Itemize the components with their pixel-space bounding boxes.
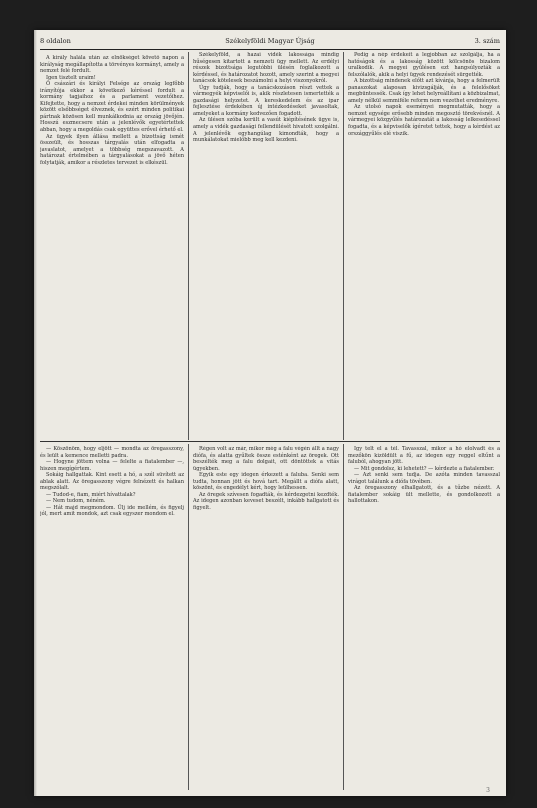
paragraph: Az ügyek ilyen állása mellett a bizottság ismét összeült, és hosszas tárgyalás után elfogadta a javaslatot, amelyet a többség megszavazott. A határozat értelmében a tárgyalásokat a jövő héten folytatják, amikor a részletes tervezet is elkészül. [40,133,184,166]
column-divider [188,444,189,790]
paragraph: Így telt el a tél. Tavasszal, mikor a hó elolvadt és a mezőkön kizöldült a fű, az idegen egy reggel eltűnt a faluból, ahogyan jött. [348,446,500,466]
column-divider [343,52,344,440]
paragraph: Székelyföld, a hazai vidék lakossága mindig hűségesen kitartott a nemzeti ügy mellett. Az erdélyi részek bizottsága legutóbbi ülésén foglalkozott a kérdéssel, és határozatot hozott, amely szerint a megyei tanácsok kötelesek beszámolni a helyi viszonyokról. [193,52,339,85]
top-column-3 [348,52,500,439]
paragraph: Az ülésen szóba került a vasút kiépítésének ügye is, amely a vidék gazdasági fellendülését hivatott szolgálni. A jelenlévők egyhangúlag kimondták, hogy a munkálatokat mielőbb meg kell kezdeni. [193,117,339,144]
paragraph: Ő császári és királyi Felsége az ország legfőbb irányítója ekkor a következő kéréssel fordult a kormány tagjaihoz és a parlament vezetőihez. Kifejtette, hogy a nemzet érdekei minden körülmények között elsőbbséget élveznek, és ezért minden politikai pártnak közösen kell munkálkodnia az ország jövőjén. Hosszú eszmecsere után a jelenlévők egyetértettek abban, hogy a megoldás csak együttes erővel érhető el. [40,81,184,134]
column-divider [188,52,189,440]
binding-shadow [34,30,37,796]
paragraph: Úgy tudják, hogy a tanácskozáson részt vettek a vármegyék képviselői is, akik részletesen ismertették a gazdasági helyzetet. A kereskedelem és az ipar fejlesztése érdekében új intézkedéseket javasoltak, amelyeket a kormány kedvezően fogadott. [193,84,339,117]
paragraph: Az öregek szívesen fogadták, és kérdezgetni kezdték. Az idegen azonban keveset beszélt, inkább hallgatott és figyelt. [193,491,339,511]
paragraph: — Nem tudom, néném. [46,498,106,505]
bottom-column-1 [40,446,184,788]
paragraph: Igen tisztelt uraim! [46,74,96,81]
page-number: 3 [486,787,490,794]
paragraph: — Köszönöm, hogy eljött — mondta az öregasszony, és leült a kemence melletti padra. [40,446,184,459]
top-column-1 [40,55,184,439]
paragraph: — Hát majd megmondom. Ülj ide mellém, és figyelj jól, mert amit mondok, azt csak egyszer mondom el. [40,504,184,518]
header-issue: 3. szám [474,37,500,45]
bottom-column-3 [348,446,500,788]
header-masthead: Székelyföldi Magyar Újság [225,37,315,45]
paragraph: Az utolsó napok eseményei megmutatták, hogy a nemzet egysége erősebb minden megosztó törekvésnél. A vármegyei közgyűlés határozatát a lakosság lelkesedéssel fogadta, és a képviselők ígéretet tettek, hogy a kérdést az országgyűlés elé viszik. [348,104,500,137]
section-divider [40,441,500,442]
paragraph: Sokáig hallgattak. Kint esett a hó, a szél süvített az ablak alatt. Az öregasszony végre felnézett és halkan megszólalt. [40,472,184,492]
paragraph: A bizottság mindenek előtt azt kívánja, hogy a felmerült panaszokat alaposan kivizsgálják, és a felelősöket megbüntessék. Csak így lehet helyreállítani a közbizalmat, amely nélkül semmiféle reform nem vezethet eredményre. [348,78,500,104]
newspaper-page [34,30,506,796]
paragraph: — Tudod-e, fiam, miért hívattalak? [46,491,136,498]
paragraph: Egyik este egy idegen érkezett a faluba. Senki sem tudta, honnan jött és hová tart. Megállt a diófa alatt, köszönt, és engedélyt kért, hogy leülhessen. [193,472,339,492]
paragraph: Régen volt az már, mikor még a falu végén állt a nagy diófa, és alatta gyűltek össze esténként az öregek. Ott beszélték meg a falu dolgait, ott döntöttek a vitás ügyekben. [193,446,339,472]
bottom-column-2 [193,446,339,788]
top-column-2 [193,52,339,439]
paragraph: Pedig a nép érdekeit a legjobban az szolgálja, ha a hatóságok és a lakosság között kölcsönös bizalom uralkodik. A megyei gyűlésen ezt hangsúlyozták a felszólalók, akik a helyi ügyek rendezését sürgették. [348,52,500,78]
paragraph: — Azt senki sem tudja. De azóta minden tavasszal virágot találunk a diófa tövében. [348,472,500,485]
paragraph: — Hogyne jöttem volna — felelte a fiatalember —, hiszen megígértem. [40,459,184,472]
column-divider [343,444,344,790]
paragraph: Az öregasszony elhallgatott, és a tűzbe nézett. A fiatalember sokáig ült mellette, és gondolkozott a hallottakon. [348,485,500,505]
page-header [40,35,500,50]
paragraph: A király halála után az elnökséget követő napon a királyság megállapította a törvényes kormányt, amely a nemzet felé fordult. [40,55,184,75]
paragraph: — Mit gondolsz, ki lehetett? — kérdezte a fiatalember. [354,465,495,472]
header-page-label: 8 oldalon [40,37,71,45]
